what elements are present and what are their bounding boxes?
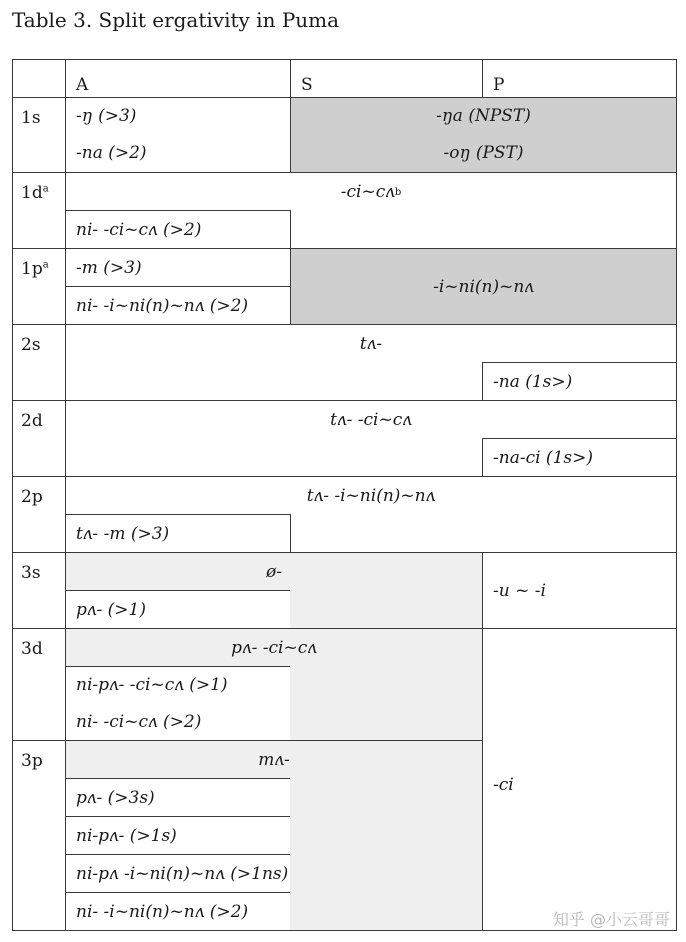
cell-2p-span: tʌ- -i~ni(n)~nʌ — [65, 476, 677, 515]
form-1s-a-2: -na (>2) — [76, 143, 147, 163]
cell-3d-s — [290, 666, 483, 741]
cell-3p-as: mʌ- — [65, 740, 483, 779]
watermark: 知乎 @小云哥哥 — [552, 910, 670, 929]
cell-2d-as — [65, 438, 483, 477]
row-label-3p: 3p — [12, 740, 66, 931]
form-3d-a-2: ni- -ci~cʌ (>2) — [76, 712, 202, 732]
cell-3s-p: -u ~ -i — [482, 552, 677, 629]
cell-2s-span: tʌ- — [65, 324, 677, 363]
cell-3p-a-1ns: ni-pʌ -i~ni(n)~nʌ (>1ns) — [65, 854, 291, 893]
cell-1p-sp: -i~ni(n)~nʌ — [290, 248, 677, 325]
form-1s-a-3: -ŋ (>3) — [76, 106, 137, 126]
cell-2p-sp — [290, 514, 677, 553]
table-caption: Table 3. Split ergativity in Puma — [12, 8, 340, 32]
cell-3s-s — [290, 590, 483, 629]
cell-3p-a-1s: ni-pʌ- (>1s) — [65, 816, 291, 855]
row-label-3d: 3d — [12, 628, 66, 741]
cell-2p-a: tʌ- -m (>3) — [65, 514, 291, 553]
cell-3d-as: pʌ- -ci~cʌ — [65, 628, 483, 667]
row-label-2p: 2p — [12, 476, 66, 553]
header-p: P — [482, 59, 677, 98]
cell-1p-a-3: -m (>3) — [65, 248, 291, 287]
header-a: A — [65, 59, 291, 98]
cell-1d-span: -ci~cʌ b — [65, 172, 677, 211]
cell-2d-span: tʌ- -ci~cʌ — [65, 400, 677, 439]
row-label-2d: 2d — [12, 400, 66, 477]
header-s: S — [290, 59, 483, 98]
cell-1d-a: ni- -ci~cʌ (>2) — [65, 210, 291, 249]
cell-3d-a — [65, 666, 291, 741]
cell-3s-as: ø- — [65, 552, 483, 591]
cell-3p-a-3s: pʌ- (>3s) — [65, 778, 291, 817]
form-1s-npst: -ŋa (NPST) — [436, 106, 531, 126]
cell-2s-p: -na (1s>) — [482, 362, 677, 401]
form-3d-a-1: ni-pʌ- -ci~cʌ (>1) — [76, 675, 228, 695]
cell-1s-a — [65, 97, 291, 173]
cell-3dp-p: -ci — [482, 628, 677, 931]
row-label-1p: $1p^a$ — [12, 248, 66, 325]
cell-3p-s — [290, 778, 483, 931]
row-label-1s: 1s — [12, 97, 66, 173]
header-blank — [12, 59, 66, 98]
cell-1d-sp — [290, 210, 677, 249]
cell-1s-sp — [290, 97, 677, 173]
cell-3s-a: pʌ- (>1) — [65, 590, 291, 629]
form-1s-pst: -oŋ (PST) — [443, 143, 524, 163]
row-label-1d: $1d^a$ — [12, 172, 66, 249]
row-label-3s: 3s — [12, 552, 66, 629]
cell-3p-a-2: ni- -i~ni(n)~nʌ (>2) — [65, 892, 291, 931]
row-label-2s: 2s — [12, 324, 66, 401]
cell-2s-as — [65, 362, 483, 401]
cell-2d-p: -na-ci (1s>) — [482, 438, 677, 477]
cell-1p-a-2: ni- -i~ni(n)~nʌ (>2) — [65, 286, 291, 325]
